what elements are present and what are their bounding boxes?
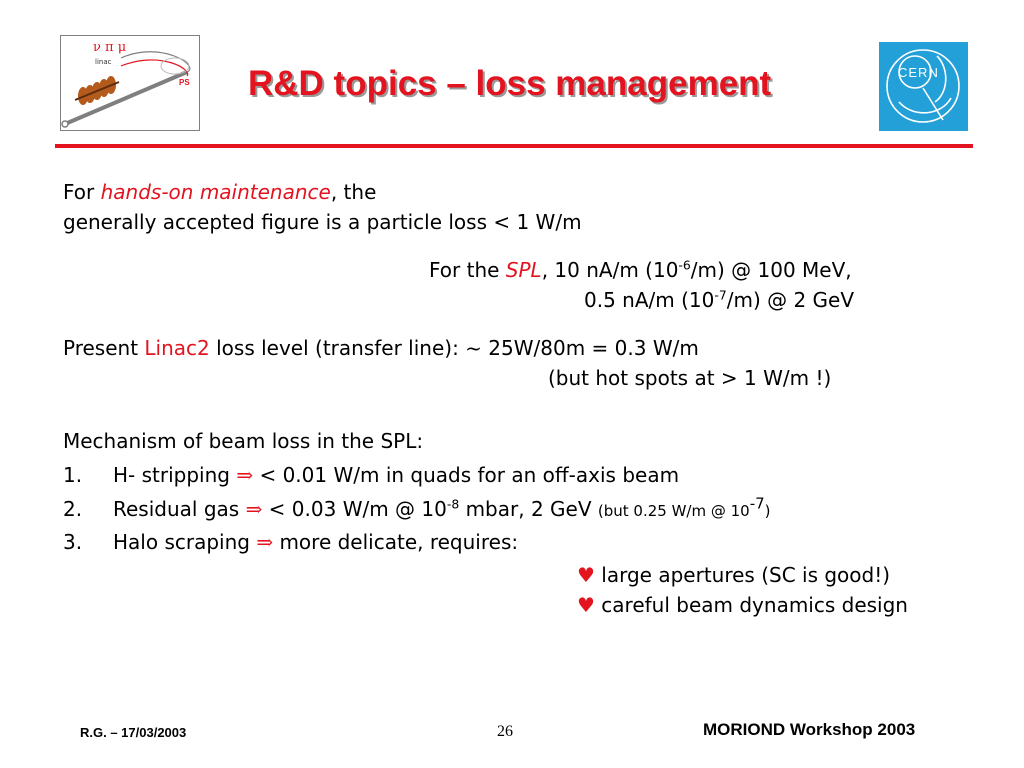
footer-author-date: R.G. – 17/03/2003 — [80, 725, 187, 740]
list-item-text: H- stripping ⇒ < 0.01 W/m in quads for an off-axis beam — [113, 463, 680, 487]
page-number: 26 — [497, 723, 513, 740]
footer-workshop: MORIOND Workshop 2003 — [703, 720, 916, 739]
implies-arrow-icon: ⇒ — [256, 530, 274, 554]
tilde-symbol: ~ — [465, 336, 482, 360]
heart-icon: ♥ — [577, 563, 595, 587]
bullet-item: ♥ large apertures (SC is good!) — [577, 563, 891, 587]
page-title: R&D topics – loss management — [248, 64, 772, 103]
list-item-text: Residual gas ⇒ < 0.03 W/m @ $10^{-8}$ mbar, 2 GeV (but 0.25 W/m @ $10^{-7}$) — [113, 494, 771, 521]
spl-line-2: 0.5 nA/m $(10^{-7}/m)$ @ 2 GeV — [584, 287, 855, 312]
cern-label: CERN — [898, 65, 939, 80]
linac-ps-logo — [60, 35, 200, 131]
bullet-item: ♥ careful beam dynamics design — [577, 593, 908, 617]
list-item-text: Halo scraping ⇒ more delicate, requires: — [113, 530, 519, 554]
mechanism-heading: Mechanism of beam loss in the SPL: — [63, 429, 424, 453]
title-divider — [55, 144, 973, 148]
linac-loss-line: Present Linac2 loss level (transfer line): ~ 25W/80m = 0.3 W/m — [63, 336, 699, 360]
loss-figure-line: generally accepted figure is a particle loss < 1 W/m — [63, 210, 582, 234]
implies-arrow-icon: ⇒ — [236, 463, 254, 487]
logo-ps-label: PS — [179, 78, 190, 87]
cern-icon — [879, 42, 968, 131]
maintenance-line: For hands-on maintenance, the — [63, 180, 377, 204]
list-item: 2. — [63, 497, 83, 521]
hot-spots-note: (but hot spots at > 1 W/m !) — [548, 366, 832, 390]
list-item: 3. — [63, 530, 83, 554]
spl-line-1: For the SPL, 10 nA/m $(10^{-6}/m)$ @ 100 MeV, — [429, 257, 852, 282]
hands-on-maintenance: hands-on maintenance — [100, 180, 331, 204]
cern-logo — [879, 42, 968, 131]
logo-linac-label: linac — [95, 58, 112, 66]
implies-arrow-icon: ⇒ — [245, 497, 263, 521]
list-item: 1. — [63, 463, 83, 487]
logo-symbols: ν π μ — [93, 40, 127, 55]
heart-icon: ♥ — [577, 593, 595, 617]
